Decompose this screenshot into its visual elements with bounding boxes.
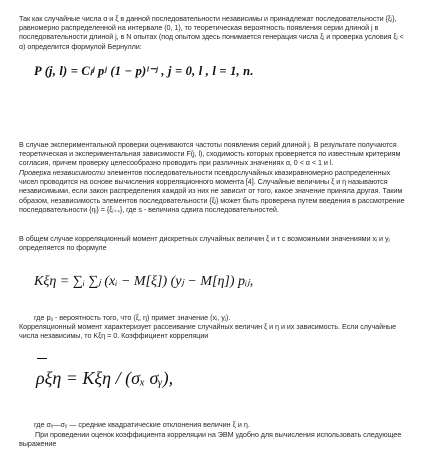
paragraph-computer-estimation: При проведении оценок коэффициента корреляции на ЭВМ удобно для вычисления использовать следующее выражение: [19, 430, 402, 449]
paragraph-bernoulli-intro: Так как случайные числа α и ξ в данной последовательности независимы и принадлежат последовательности {ξᵢ}, равномерно распределенной на интервале (0, 1), то теоретическая вероятность появления серии длиной j в последовательности длиной j, в N опытах (под опытом здесь понимается генерация числа ξᵢ и проверка условия ξᵢ < α) определится формулой Бернулли:: [19, 14, 404, 51]
paragraph-probability-definition: где pᵢⱼ - вероятность того, что (ξ, η) примет значение (xᵢ, yⱼ).: [34, 313, 231, 322]
formula-correlation-coefficient: ρξη = Kξη / (σₓ σᵧ),: [36, 368, 174, 388]
paragraph-independence: [19, 168, 411, 214]
paragraph-standard-deviations: где σₓ—σᵧ — средние квадратические отклонения величин ξ и η.: [34, 420, 250, 429]
paragraph-independence-lead: Проверка независимости: [19, 168, 106, 177]
paragraph-independence-body: элементов последовательности псевдослучайных квазиравномерно распределенных чисел проводится на основе вычисления корреляционного момента [4]. Случайные величины ξ и η называются независимыми, если закон распределения каждой из них не зависит от того, какое значение приняла другая. Таким образом, независимость элементов последовательности {ξᵢ} может быть проверена путем введения в рассмотрение последовательности {ηᵢ} = {ξᵢ₊ₛ}, где s - величина сдвига последовательностей.: [19, 168, 405, 214]
formula-overline: [37, 358, 47, 359]
paragraph-experimental-check: В случае экспериментальной проверки оцениваются частоты появления серий длиной j. В результате получаются теоретическая и экспериментальная зависимости F(j, l), сходимость которых проверяется по известным критериям согласия, причем проверку целесообразно проводить при различных значениях α, 0 < α < 1 и l.: [19, 140, 401, 168]
paragraph-correlation-moment-intro: В общем случае корреляционный момент дискретных случайных величин ξ и τ с возможными значениями xᵢ и yⱼ определяется по формуле: [19, 234, 390, 253]
formula-correlation-moment: Kξη = ∑ᵢ ∑ⱼ (xᵢ − M[ξ]) (yⱼ − M[η]) pᵢⱼ,: [34, 274, 254, 289]
formula-bernoulli: P (j, l) = Cₗʲ pʲ (1 − p)ˡ⁻ʲ , j = 0, l , l = 1, n.: [34, 64, 254, 78]
paragraph-correlation-moment-meaning: Корреляционный момент характеризует рассеивание случайных величин ξ и η и их зависимость. Если случайные числа независимы, то Kξη = 0. Коэффициент корреляции: [19, 322, 397, 341]
